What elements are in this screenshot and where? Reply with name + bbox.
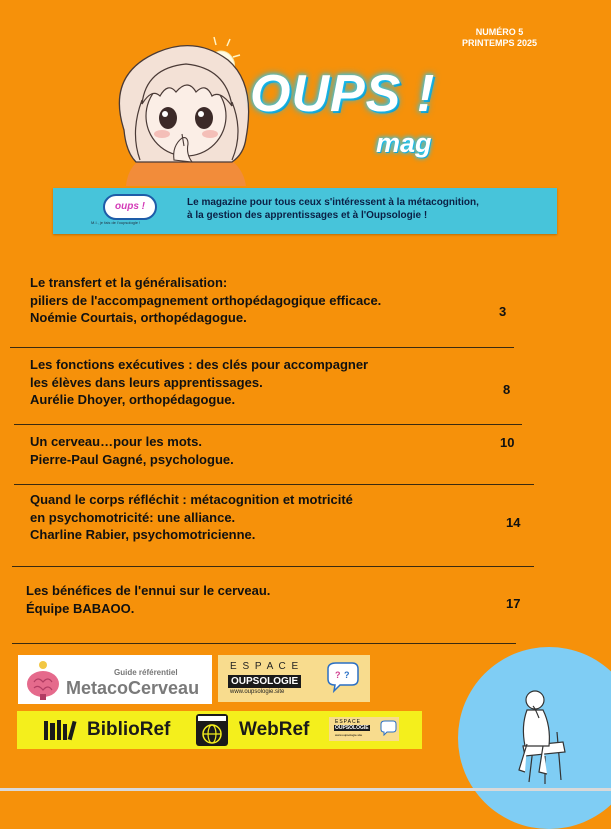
banner-text xyxy=(187,196,479,222)
toc-line: en psychomotricité: une alliance. xyxy=(30,509,236,525)
divider xyxy=(10,347,514,348)
magazine-logo-subtitle: mag xyxy=(376,128,432,158)
thinking-person-icon xyxy=(505,686,577,786)
toc-page-number: 8 xyxy=(503,382,511,397)
mini-espace-label: ESPACE xyxy=(335,719,361,725)
toc-line: les élèves dans leurs apprentissages. xyxy=(30,374,263,390)
mini-espace-ad xyxy=(329,717,399,741)
svg-text:?: ? xyxy=(335,670,341,680)
toc-line: Charline Rabier, psychomotricienne. xyxy=(30,527,256,542)
oupsologie-url: www.oupsologie.site xyxy=(230,689,285,695)
metaco-small-label: Guide référentiel xyxy=(114,668,178,677)
webref-label: WebRef xyxy=(239,719,310,740)
oups-badge xyxy=(103,194,157,220)
oupsologie-label: OUPSOLOGIE xyxy=(228,675,301,688)
toc-page-number: 10 xyxy=(500,435,515,450)
girl-illustration xyxy=(96,34,274,186)
toc-page-number: 17 xyxy=(506,596,521,611)
oups-badge-tagline: M.I., je fais de l'oupsologie ! xyxy=(91,220,141,225)
issue-number: NUMÉRO 5 xyxy=(475,27,524,37)
speech-bubbles-icon xyxy=(322,661,362,697)
issue-info xyxy=(462,27,537,49)
mini-speech-icon xyxy=(379,720,397,736)
oups-badge-text: oups ! xyxy=(115,201,145,212)
toc-line: Les fonctions exécutives : des clés pour accompagner xyxy=(30,357,369,372)
magazine-logo: OUPS ! xyxy=(250,65,436,123)
toc-line: Équipe BABAOO. xyxy=(26,600,135,616)
divider xyxy=(14,484,534,485)
toc-entry-title[interactable] xyxy=(30,433,234,468)
toc-line: Pierre-Paul Gagné, psychologue. xyxy=(30,451,234,467)
books-icon xyxy=(43,719,79,741)
divider xyxy=(12,643,516,644)
toc-line: Aurélie Dhoyer, orthopédagogue. xyxy=(30,392,236,407)
metacocerveau-ad[interactable] xyxy=(18,655,212,704)
tagline-banner xyxy=(53,188,557,234)
mini-oupsologie-label: OUPSOLOGIE xyxy=(335,725,369,731)
toc-entry-title[interactable] xyxy=(26,582,270,617)
biblioref-webref-ad[interactable] xyxy=(17,711,422,749)
mini-oupsologie-url: www.oupsologie.site xyxy=(335,733,363,737)
toc-entry-title[interactable] xyxy=(30,356,368,409)
svg-text:?: ? xyxy=(344,670,350,680)
espace-label: E S P A C E xyxy=(230,661,300,672)
biblioref-label: BiblioRef xyxy=(87,719,171,740)
issue-season: PRINTEMPS 2025 xyxy=(461,38,537,48)
divider xyxy=(14,424,522,425)
toc-line: piliers de l'accompagnement orthopédagogique efficace. xyxy=(30,292,382,308)
toc-line: Les bénéfices de l'ennui sur le cerveau. xyxy=(26,583,271,598)
toc-page-number: 14 xyxy=(506,515,521,530)
toc-entry-title[interactable] xyxy=(30,491,353,544)
toc-line: Un cerveau…pour les mots. xyxy=(30,434,202,449)
banner-line-2: à la gestion des apprentissages et à l'Oupsologie ! xyxy=(187,210,428,221)
banner-line-1: Le magazine pour tous ceux s'intéressent à la métacognition, xyxy=(187,197,479,208)
toc-line: Quand le corps réfléchit : métacognition et motricité xyxy=(30,492,353,507)
brain-icon xyxy=(24,660,62,700)
espace-oupsologie-ad[interactable] xyxy=(218,655,370,702)
divider xyxy=(12,566,534,567)
toc-entry-title[interactable] xyxy=(30,274,381,327)
toc-page-number: 3 xyxy=(499,304,507,319)
toc-line: Le transfert et la généralisation: xyxy=(30,275,228,290)
globe-window-icon xyxy=(195,713,229,747)
metaco-big-label: MetacoCerveau xyxy=(66,678,200,698)
toc-line: Noémie Courtais, orthopédagogue. xyxy=(30,310,247,325)
